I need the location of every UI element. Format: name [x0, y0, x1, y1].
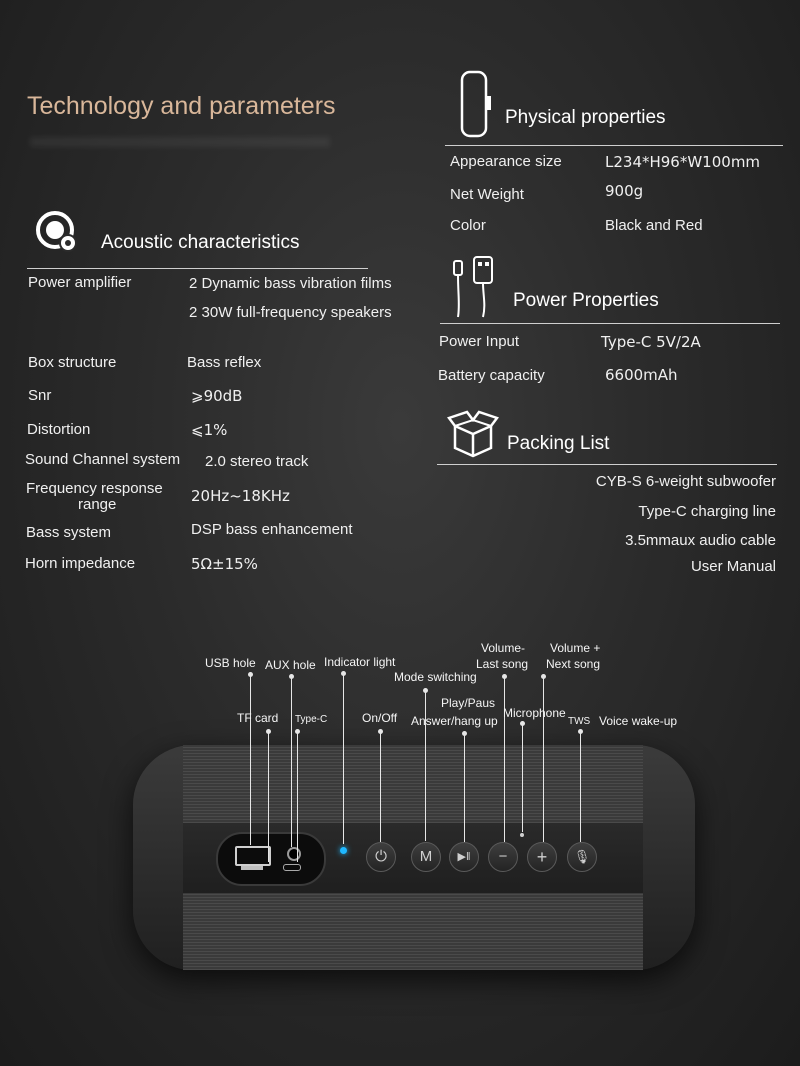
color-label: Color	[450, 217, 486, 234]
type-c-label: Type-C	[295, 714, 328, 725]
box-package-icon	[447, 408, 499, 458]
battery-capacity-value: 6600mAh	[605, 366, 678, 384]
voice-callout-line	[580, 732, 581, 842]
mode-switching-label: Mode switching	[394, 670, 477, 684]
aux-callout-line	[291, 677, 292, 847]
power-amplifier-value: 2 Dynamic bass vibration films	[189, 275, 392, 292]
aux-port	[287, 847, 301, 861]
snr-value: ⩾90dB	[191, 387, 243, 405]
acoustic-heading: Acoustic characteristics	[101, 232, 300, 253]
volume-plus-callout-line	[543, 677, 544, 842]
speaker-grille-top	[183, 745, 643, 823]
bass-system-label: Bass system	[26, 524, 112, 541]
usb-callout-line	[250, 675, 251, 845]
packing-item: CYB-S 6-weight subwoofer	[595, 473, 776, 490]
physical-divider	[445, 145, 783, 146]
type-c-port	[283, 864, 301, 871]
speaker-grille-bottom	[183, 893, 643, 970]
physical-heading: Physical properties	[505, 107, 666, 128]
usb-port	[235, 846, 271, 866]
last-song-label: Last song	[476, 657, 529, 671]
mode-button[interactable]: M	[411, 842, 441, 872]
typec-callout-line	[297, 732, 298, 862]
color-value: Black and Red	[605, 217, 703, 234]
net-weight-value: 900g	[605, 182, 644, 200]
battery-capacity-label: Battery capacity	[438, 367, 545, 384]
usb-hole-label: USB hole	[205, 656, 256, 670]
play-pause-button[interactable]: ▶‖	[449, 842, 479, 872]
box-structure-value: Bass reflex	[187, 354, 262, 371]
frequency-response-value: 20Hz~18KHz	[191, 487, 290, 505]
frequency-response-label-2: range	[78, 496, 117, 513]
on-off-label: On/Off	[362, 711, 398, 725]
aux-hole-label: AUX hole	[265, 658, 316, 672]
power-input-value: Type-C 5V/2A	[601, 333, 701, 351]
microphone-callout-line	[522, 724, 523, 832]
page-title: Technology and parameters	[27, 92, 336, 120]
volume-up-button[interactable]: +	[527, 842, 557, 872]
net-weight-label: Net Weight	[450, 186, 524, 203]
distortion-value: ⩽1%	[191, 421, 228, 439]
speaker-outline-icon	[458, 70, 494, 138]
usb-cable-icon	[446, 255, 498, 319]
power-input-label: Power Input	[439, 333, 520, 350]
packing-heading: Packing List	[507, 433, 610, 454]
packing-item: User Manual	[690, 558, 776, 575]
tf-card-label: TF card	[237, 711, 279, 725]
blurred-subtitle-decoration	[30, 137, 330, 147]
power-amplifier-label: Power amplifier	[28, 274, 132, 291]
acoustic-divider	[27, 268, 368, 269]
play-callout-line	[464, 734, 465, 842]
sound-channel-label: Sound Channel system	[25, 451, 181, 468]
tws-label: TWS	[568, 716, 591, 727]
appearance-size-label: Appearance size	[450, 153, 562, 170]
answer-hangup-label: Answer/hang up	[411, 714, 498, 728]
microphone-hole	[520, 833, 524, 837]
indicator-callout-line	[343, 674, 344, 844]
power-amplifier-value-2: 2 30W full-frequency speakers	[189, 304, 392, 321]
power-divider	[440, 323, 780, 324]
play-pause-label: Play/Paus	[441, 696, 496, 710]
box-structure-label: Box structure	[28, 354, 117, 371]
packing-item: 3.5mmaux audio cable	[625, 532, 776, 549]
snr-label: Snr	[28, 387, 52, 404]
horn-impedance-value: 5Ω±15%	[191, 555, 258, 573]
port-cover	[216, 832, 326, 886]
volume-down-button[interactable]: −	[488, 842, 518, 872]
sound-channel-value: 2.0 stereo track	[205, 453, 309, 470]
power-heading: Power Properties	[513, 290, 659, 311]
indicator-led	[340, 847, 347, 854]
packing-divider	[437, 464, 777, 465]
volume-minus-label: Volume-	[481, 641, 526, 655]
speaker-cone-icon	[35, 210, 79, 254]
power-button[interactable]: ⏻	[366, 842, 396, 872]
microphone-label: Microphone	[503, 706, 566, 720]
packing-item: Type-C charging line	[638, 503, 776, 520]
next-song-label: Next song	[546, 657, 601, 671]
tf-callout-line	[268, 732, 269, 862]
voice-wakeup-label: Voice wake-up	[599, 714, 678, 728]
voice-button[interactable]: 🎙	[567, 842, 597, 872]
bass-system-value: DSP bass enhancement	[191, 521, 353, 538]
volume-minus-callout-line	[504, 677, 505, 842]
onoff-callout-line	[380, 732, 381, 842]
appearance-size-value: L234*H96*W100mm	[605, 153, 761, 171]
volume-plus-label: Volume +	[550, 641, 601, 655]
tf-card-slot	[241, 866, 263, 870]
horn-impedance-label: Horn impedance	[25, 555, 136, 572]
distortion-label: Distortion	[27, 421, 91, 438]
frequency-response-label: Frequency response	[26, 480, 163, 497]
indicator-light-label: Indicator light	[324, 655, 396, 669]
